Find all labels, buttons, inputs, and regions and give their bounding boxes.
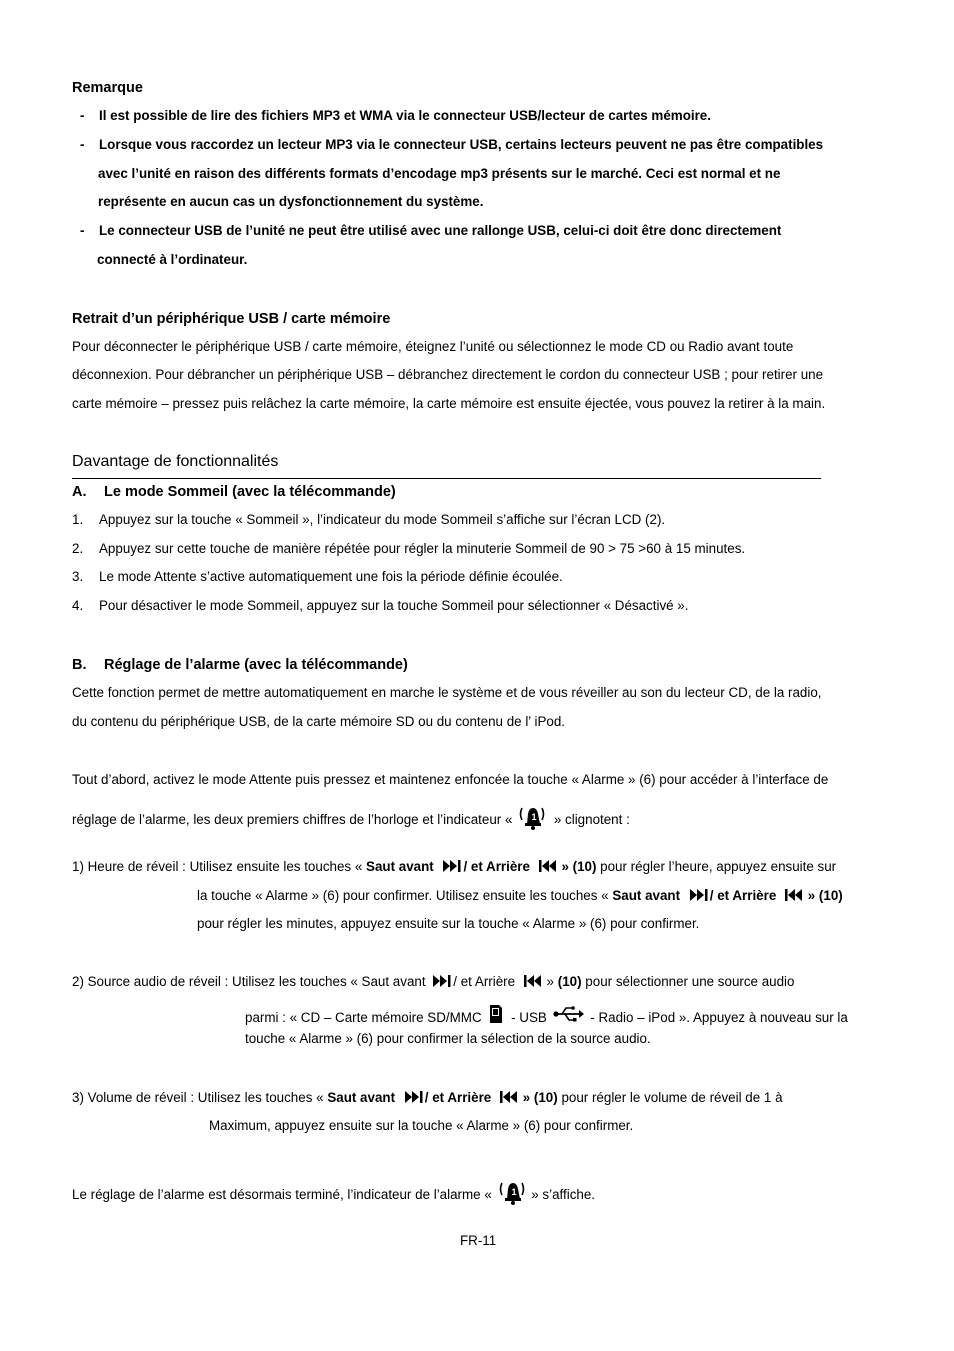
text-fragment: réglage de l’alarme, les deux premiers chiffres de l’horloge et l’indicateur « [72,812,513,827]
remarque-item: Le connecteur USB de l’unité ne peut être utilisé avec une rallonge USB, celui-ci doit être donc directement [99,223,782,238]
text-fragment: parmi : « CD – Carte mémoire SD/MMC [245,1010,482,1025]
step-2-line: touche « Alarme » (6) pour confirmer la sélection de la source audio. [245,1031,651,1046]
next-track-icon [690,888,710,902]
retrait-title: Retrait d’un périphérique USB / carte mémoire [72,311,391,327]
usb-icon [553,1006,585,1022]
text-fragment: pour régler le volume de réveil de 1 à [561,1090,783,1105]
section-a-letter: A. [72,484,87,500]
next-track-icon [443,859,463,873]
text-fragment: - Radio – iPod ». Appuyez à nouveau sur la [590,1010,848,1025]
previous-track-icon [499,1090,519,1104]
list-dash: - [80,137,85,152]
paragraph-line: du contenu du périphérique USB, de la carte mémoire SD ou du contenu de l’ iPod. [72,714,566,729]
remarque-item: Lorsque vous raccordez un lecteur MP3 via le connecteur USB, certains lecteurs peuvent ne pas être compatibles [99,137,824,152]
list-number: 1. [72,512,84,527]
text-fragment: Le réglage de l’alarme est désormais terminé, l’indicateur de l’alarme « [72,1187,492,1202]
text-fragment: (10) [557,974,582,989]
paragraph-line: déconnexion. Pour débrancher un périphérique USB – débranchez directement le cordon du connecteur USB ; pour retirer une [72,367,824,382]
text-fragment: 3) Volume de réveil : Utilisez les touches « [72,1090,324,1105]
previous-track-icon [523,974,543,988]
list-number: 3. [72,569,84,584]
alarm-bell-icon [498,1179,526,1205]
paragraph-line [72,804,630,830]
paragraph-line: Tout d’abord, activez le mode Attente puis pressez et maintenez enfoncée la touche « Alarme » (6) pour accéder à l’interface de [72,772,829,787]
remarque-item: avec l’unité en raison des différents formats d’encodage mp3 présents sur le marché. Ceci est normal et ne [98,166,781,181]
list-item: Appuyez sur cette touche de manière répétée pour régler la minuterie Sommeil de 90 > 75 >60 à 15 minutes. [99,541,746,556]
section-a-title: Le mode Sommeil (avec la télécommande) [104,484,396,500]
list-dash: - [80,108,85,123]
section-heading: Davantage de fonctionnalités [72,453,279,470]
list-number: 2. [72,541,84,556]
text-fragment: Saut avant [612,888,681,903]
list-item: Le mode Attente s’active automatiquement une fois la période définie écoulée. [99,569,563,584]
step-1-line [197,887,843,905]
text-fragment: / et Arrière [463,859,530,874]
text-fragment: / et Arrière [453,974,516,989]
step-2-line [72,973,794,991]
text-fragment: 2) Source audio de réveil : Utilisez les touches « Saut avant [72,974,426,989]
text-fragment: - USB [511,1010,547,1025]
paragraph-line: Cette fonction permet de mettre automatiquement en marche le système et de vous réveiller au son du lecteur CD, de la radio, [72,685,822,700]
page-number: FR-11 [460,1233,497,1248]
next-track-icon [405,1090,425,1104]
text-fragment: / et Arrière [424,1090,492,1105]
text-fragment: pour sélectionner une source audio [585,974,795,989]
step-2-line [245,1004,848,1027]
remarque-item: connecté à l’ordinateur. [97,252,248,267]
text-fragment: » s’affiche. [531,1187,596,1202]
paragraph-line: carte mémoire – pressez puis relâchez la carte mémoire, la carte mémoire est ensuite éjectée, vous pouvez la retirer à la main. [72,396,826,411]
text-fragment: » (10) [561,859,597,874]
step-3-line [72,1089,783,1107]
list-item: Pour désactiver le mode Sommeil, appuyez sur la touche Sommeil pour sélectionner « Désactivé ». [99,598,689,613]
text-fragment: Saut avant [327,1090,396,1105]
text-fragment: » (10) [807,888,843,903]
text-fragment: » [546,974,554,989]
paragraph-line: Pour déconnecter le périphérique USB / carte mémoire, éteignez l’unité ou sélectionnez le mode CD ou Radio avant toute [72,339,794,354]
paragraph-line [72,1179,595,1205]
list-dash: - [80,223,85,238]
list-number: 4. [72,598,84,613]
text-fragment: Saut avant [366,859,434,874]
previous-track-icon [784,888,804,902]
text-fragment: » clignotent : [553,812,630,827]
text-fragment: pour régler l’heure, appuyez ensuite sur [600,859,837,874]
section-b-title: Réglage de l’alarme (avec la télécommande) [104,657,408,673]
alarm-bell-icon [518,804,546,830]
text-fragment: 1) Heure de réveil : Utilisez ensuite les touches « [72,859,363,874]
sd-card-icon [489,1004,503,1024]
step-1-line: pour régler les minutes, appuyez ensuite sur la touche « Alarme » (6) pour confirmer. [197,916,700,931]
remarque-title: Remarque [72,80,143,96]
section-b-letter: B. [72,657,87,673]
previous-track-icon [538,859,558,873]
remarque-item: Il est possible de lire des fichiers MP3 et WMA via le connecteur USB/lecteur de cartes mémoire. [99,108,711,123]
step-1-line [72,858,836,876]
list-item: Appuyez sur la touche « Sommeil », l’indicateur du mode Sommeil s’affiche sur l’écran LCD (2). [99,512,666,527]
text-fragment: » (10) [522,1090,558,1105]
text-fragment: la touche « Alarme » (6) pour confirmer. Utilisez ensuite les touches « [197,888,609,903]
text-fragment: / et Arrière [709,888,777,903]
step-3-line: Maximum, appuyez ensuite sur la touche « Alarme » (6) pour confirmer. [209,1118,634,1133]
remarque-item: représente en aucun cas un dysfonctionnement du système. [98,194,484,209]
next-track-icon [433,974,453,988]
heading-rule [72,478,821,479]
